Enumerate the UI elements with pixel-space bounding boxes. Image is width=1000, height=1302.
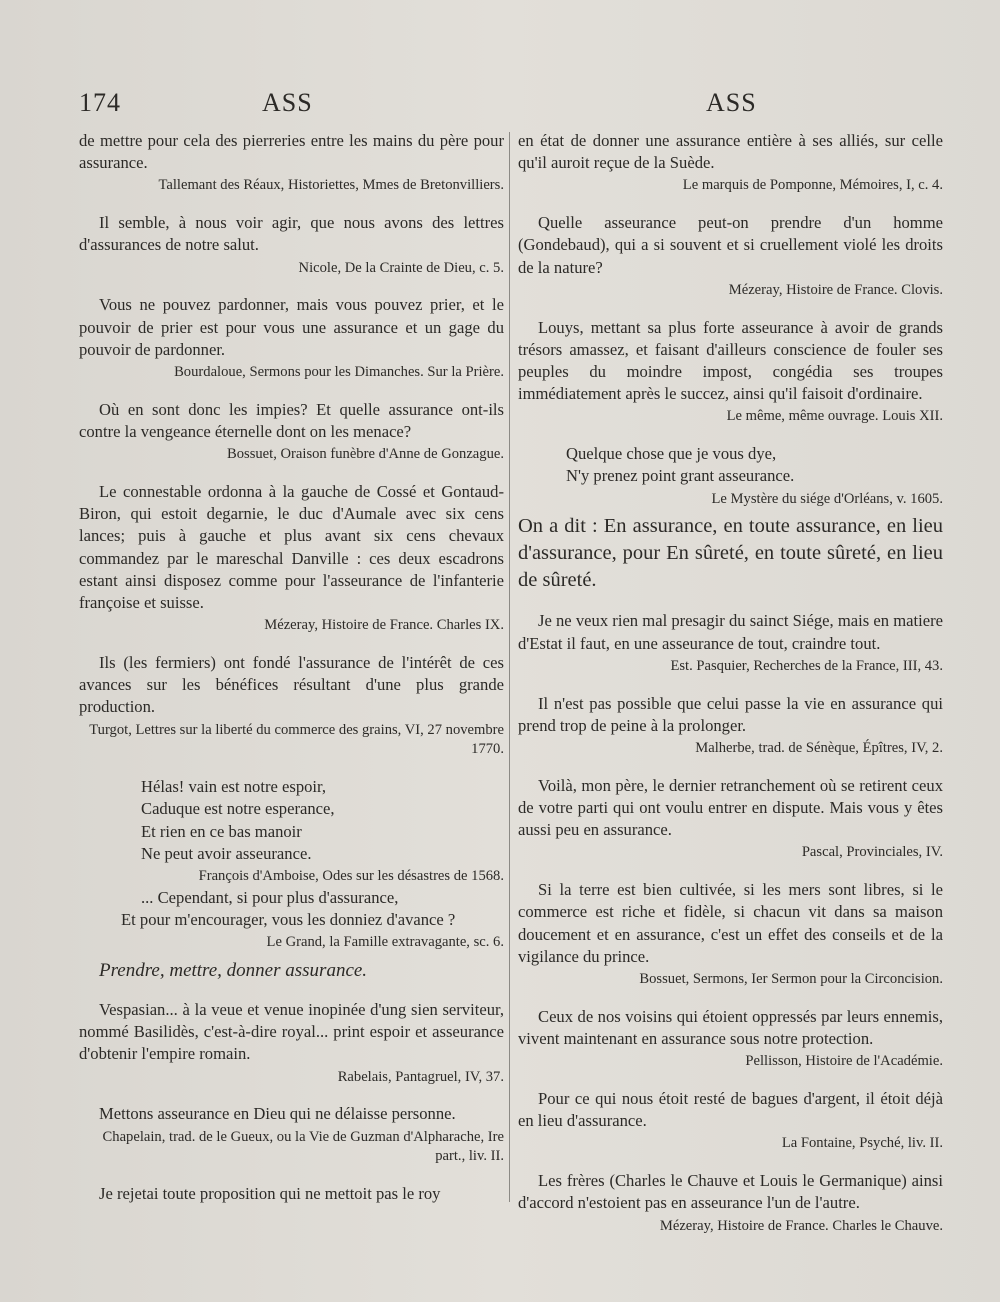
citation: Le Grand, la Famille extravagante, sc. 6.: [266, 934, 504, 951]
verse-quote: [566, 443, 943, 509]
quote-text: Je ne veux rien mal presagir du sainct Siége, mais en matiere d'Estat il faut, en une asseurance de tout, craindre tout.: [518, 611, 943, 653]
example-entry: [79, 1103, 504, 1167]
verse-quote: [121, 887, 504, 953]
right-running-head: ASS: [706, 88, 757, 117]
example-entry: [79, 294, 504, 382]
quote-text: Vous ne pouvez pardonner, mais vous pouvez prier, et le pouvoir de prier est pour vous une assurance et un gage du pouvoir de pardonner.: [79, 295, 504, 359]
quote-text: de mettre pour cela des pierreries entre les mains du père pour assurance.: [79, 131, 504, 173]
example-entry: [518, 1006, 943, 1072]
citation: Malherbe, trad. de Sénèque, Épîtres, IV, 2.: [695, 740, 943, 757]
example-entry: [518, 693, 943, 759]
quote-text: Quelle asseurance peut-on prendre d'un homme (Gondebaud), qui a si souvent et si cruellement violé les droits de la nature?: [518, 213, 943, 277]
quote-text: Voilà, mon père, le dernier retranchement où se retirent ceux de votre parti qui ont voulu entrer en dispute. Mais vous y êtes aussi peu en assurance.: [518, 775, 943, 840]
example-entry: [79, 1183, 504, 1205]
citation: François d'Amboise, Odes sur les désastres de 1568.: [198, 868, 504, 885]
example-entry: [518, 879, 943, 990]
example-entry: [79, 652, 504, 760]
quote-text: Il semble, à nous voir agir, que nous avons des lettres d'assurances de notre salut.: [79, 213, 504, 255]
quote-text: Ils (les fermiers) ont fondé l'assurance de l'intérêt de ces avances sur les bénéfices résultant d'une plus grande production.: [79, 653, 504, 717]
citation: Bourdaloue, Sermons pour les Dimanches. Sur la Prière.: [174, 364, 504, 381]
verse-quote: [141, 776, 504, 887]
citation: Le même, même ouvrage. Louis XII.: [726, 408, 943, 425]
quote-text: Si la terre est bien cultivée, si les mers sont libres, si le commerce est riche et fidèle, si chacun vit dans sa maison doucement et en assurance, c'est un effet des conseils et de la vigilance du prince.: [518, 880, 943, 966]
citation: La Fontaine, Psyché, liv. II.: [781, 1135, 943, 1152]
citation: Nicole, De la Crainte de Dieu, c. 5.: [298, 259, 504, 276]
left-running-head: ASS: [262, 88, 313, 117]
quote-text: en état de donner une assurance entière à ses alliés, sur celle qu'il auroit reçue de la Suède.: [518, 131, 943, 173]
example-entry: [79, 130, 504, 196]
example-entry: [79, 999, 504, 1087]
citation: Pellisson, Histoire de l'Académie.: [745, 1053, 943, 1070]
verse-line: Et pour m'encourager, vous les donniez d'avance ?: [121, 910, 456, 930]
citation: Mézeray, Histoire de France. Charles IX.: [264, 617, 504, 634]
citation: Mézeray, Histoire de France. Clovis.: [728, 281, 943, 298]
citation: Bossuet, Oraison funèbre d'Anne de Gonzague.: [227, 446, 504, 463]
section-heading: Prendre, mettre, donner assurance.: [99, 960, 368, 982]
quote-text: Il n'est pas possible que celui passe la vie en assurance qui prend trop de peine à la prolonger.: [518, 693, 943, 735]
example-entry: [518, 212, 943, 300]
example-entry: [518, 317, 943, 428]
example-entry: [79, 212, 504, 278]
quote-text: Où en sont donc les impies? Et quelle assurance ont-ils contre la vengeance éternelle dont on les menace?: [79, 399, 504, 442]
citation: Turgot, Lettres sur la liberté du commerce des grains, VI, 27 novembre 1770.: [89, 721, 504, 758]
example-entry: [518, 610, 943, 676]
verse-line: Quelque chose que je vous dye,: [566, 444, 777, 464]
column-divider: [509, 132, 510, 1202]
page-header: [0, 88, 1000, 124]
example-entry: [518, 1088, 943, 1154]
citation: Pascal, Provinciales, IV.: [801, 844, 943, 861]
example-entry: [79, 481, 504, 636]
left-column: [79, 130, 504, 1221]
citation: Chapelain, trad. de le Gueux, ou la Vie de Guzman d'Alpharache, Ire part., liv. II.: [102, 1128, 504, 1165]
page-number: 174: [79, 88, 121, 117]
quote-text: Les frères (Charles le Chauve et Louis le Germanique) ainsi d'accord n'estoient pas en asseurance l'un de l'autre.: [518, 1171, 943, 1213]
citation: Le marquis de Pomponne, Mémoires, I, c. 4.: [682, 177, 943, 194]
quote-text: Vespasian... à la veue et venue inopinée d'ung sien serviteur, nommé Basilidès, c'est-à-dire royal... print espoir et asseurance d'obtenir l'empire romain.: [79, 1000, 504, 1064]
verse-line: N'y prenez point grant asseurance.: [566, 466, 795, 486]
quote-text: Louys, mettant sa plus forte asseurance à avoir de grands trésors amassez, et faisant d'ailleurs conscience de fouler ses peuples du moindre impost, congédia ses troupes immédiatement après le succez, ainsi qu'il faisoit d'ordinaire.: [518, 317, 943, 404]
section-heading: On a dit : En assurance, en toute assurance, en lieu d'assurance, pour En sûreté, en toute sûreté, en lieu de sûreté.: [518, 515, 943, 592]
citation: Est. Pasquier, Recherches de la France, III, 43.: [670, 657, 943, 674]
quote-text: Ceux de nos voisins qui étoient oppressés par leurs ennemis, vivent maintenant en assurance sous notre protection.: [518, 1006, 943, 1049]
example-entry: [518, 130, 943, 196]
right-column: [518, 130, 943, 1252]
quote-text: Mettons asseurance en Dieu qui ne délaisse personne.: [99, 1104, 456, 1124]
quote-text: Le connestable ordonna à la gauche de Cossé et Gontaud-Biron, qui estoit degarnie, le duc d'Aumale avec six cens lances; puis à gauche et plus avant six cens chevaux commandez par le mareschal Danville : ces deux escadrons estant ainsi disposez comme pour l'asseurance de l'infanterie françoise et suisse.: [79, 482, 504, 613]
example-entry: [518, 1170, 943, 1236]
verse-line: Ne peut avoir asseurance.: [141, 843, 312, 863]
verse-line: Caduque est notre esperance,: [141, 799, 335, 819]
example-entry: [79, 399, 504, 465]
verse-line: Hélas! vain est notre espoir,: [141, 777, 327, 797]
citation: Le Mystère du siége d'Orléans, v. 1605.: [711, 490, 943, 507]
quote-text: Pour ce qui nous étoit resté de bagues d'argent, il étoit déjà en lieu d'assurance.: [518, 1089, 943, 1131]
example-entry: [518, 775, 943, 863]
verse-line: ... Cependant, si pour plus d'assurance,: [141, 887, 399, 907]
citation: Mézeray, Histoire de France. Charles le Chauve.: [659, 1217, 943, 1234]
citation: Rabelais, Pantagruel, IV, 37.: [337, 1068, 504, 1085]
verse-line: Et rien en ce bas manoir: [141, 821, 302, 841]
citation: Bossuet, Sermons, Ier Sermon pour la Circoncision.: [639, 971, 943, 988]
citation: Tallemant des Réaux, Historiettes, Mmes de Bretonvilliers.: [158, 177, 504, 194]
quote-text: Je rejetai toute proposition qui ne mettoit pas le roy: [99, 1184, 441, 1204]
